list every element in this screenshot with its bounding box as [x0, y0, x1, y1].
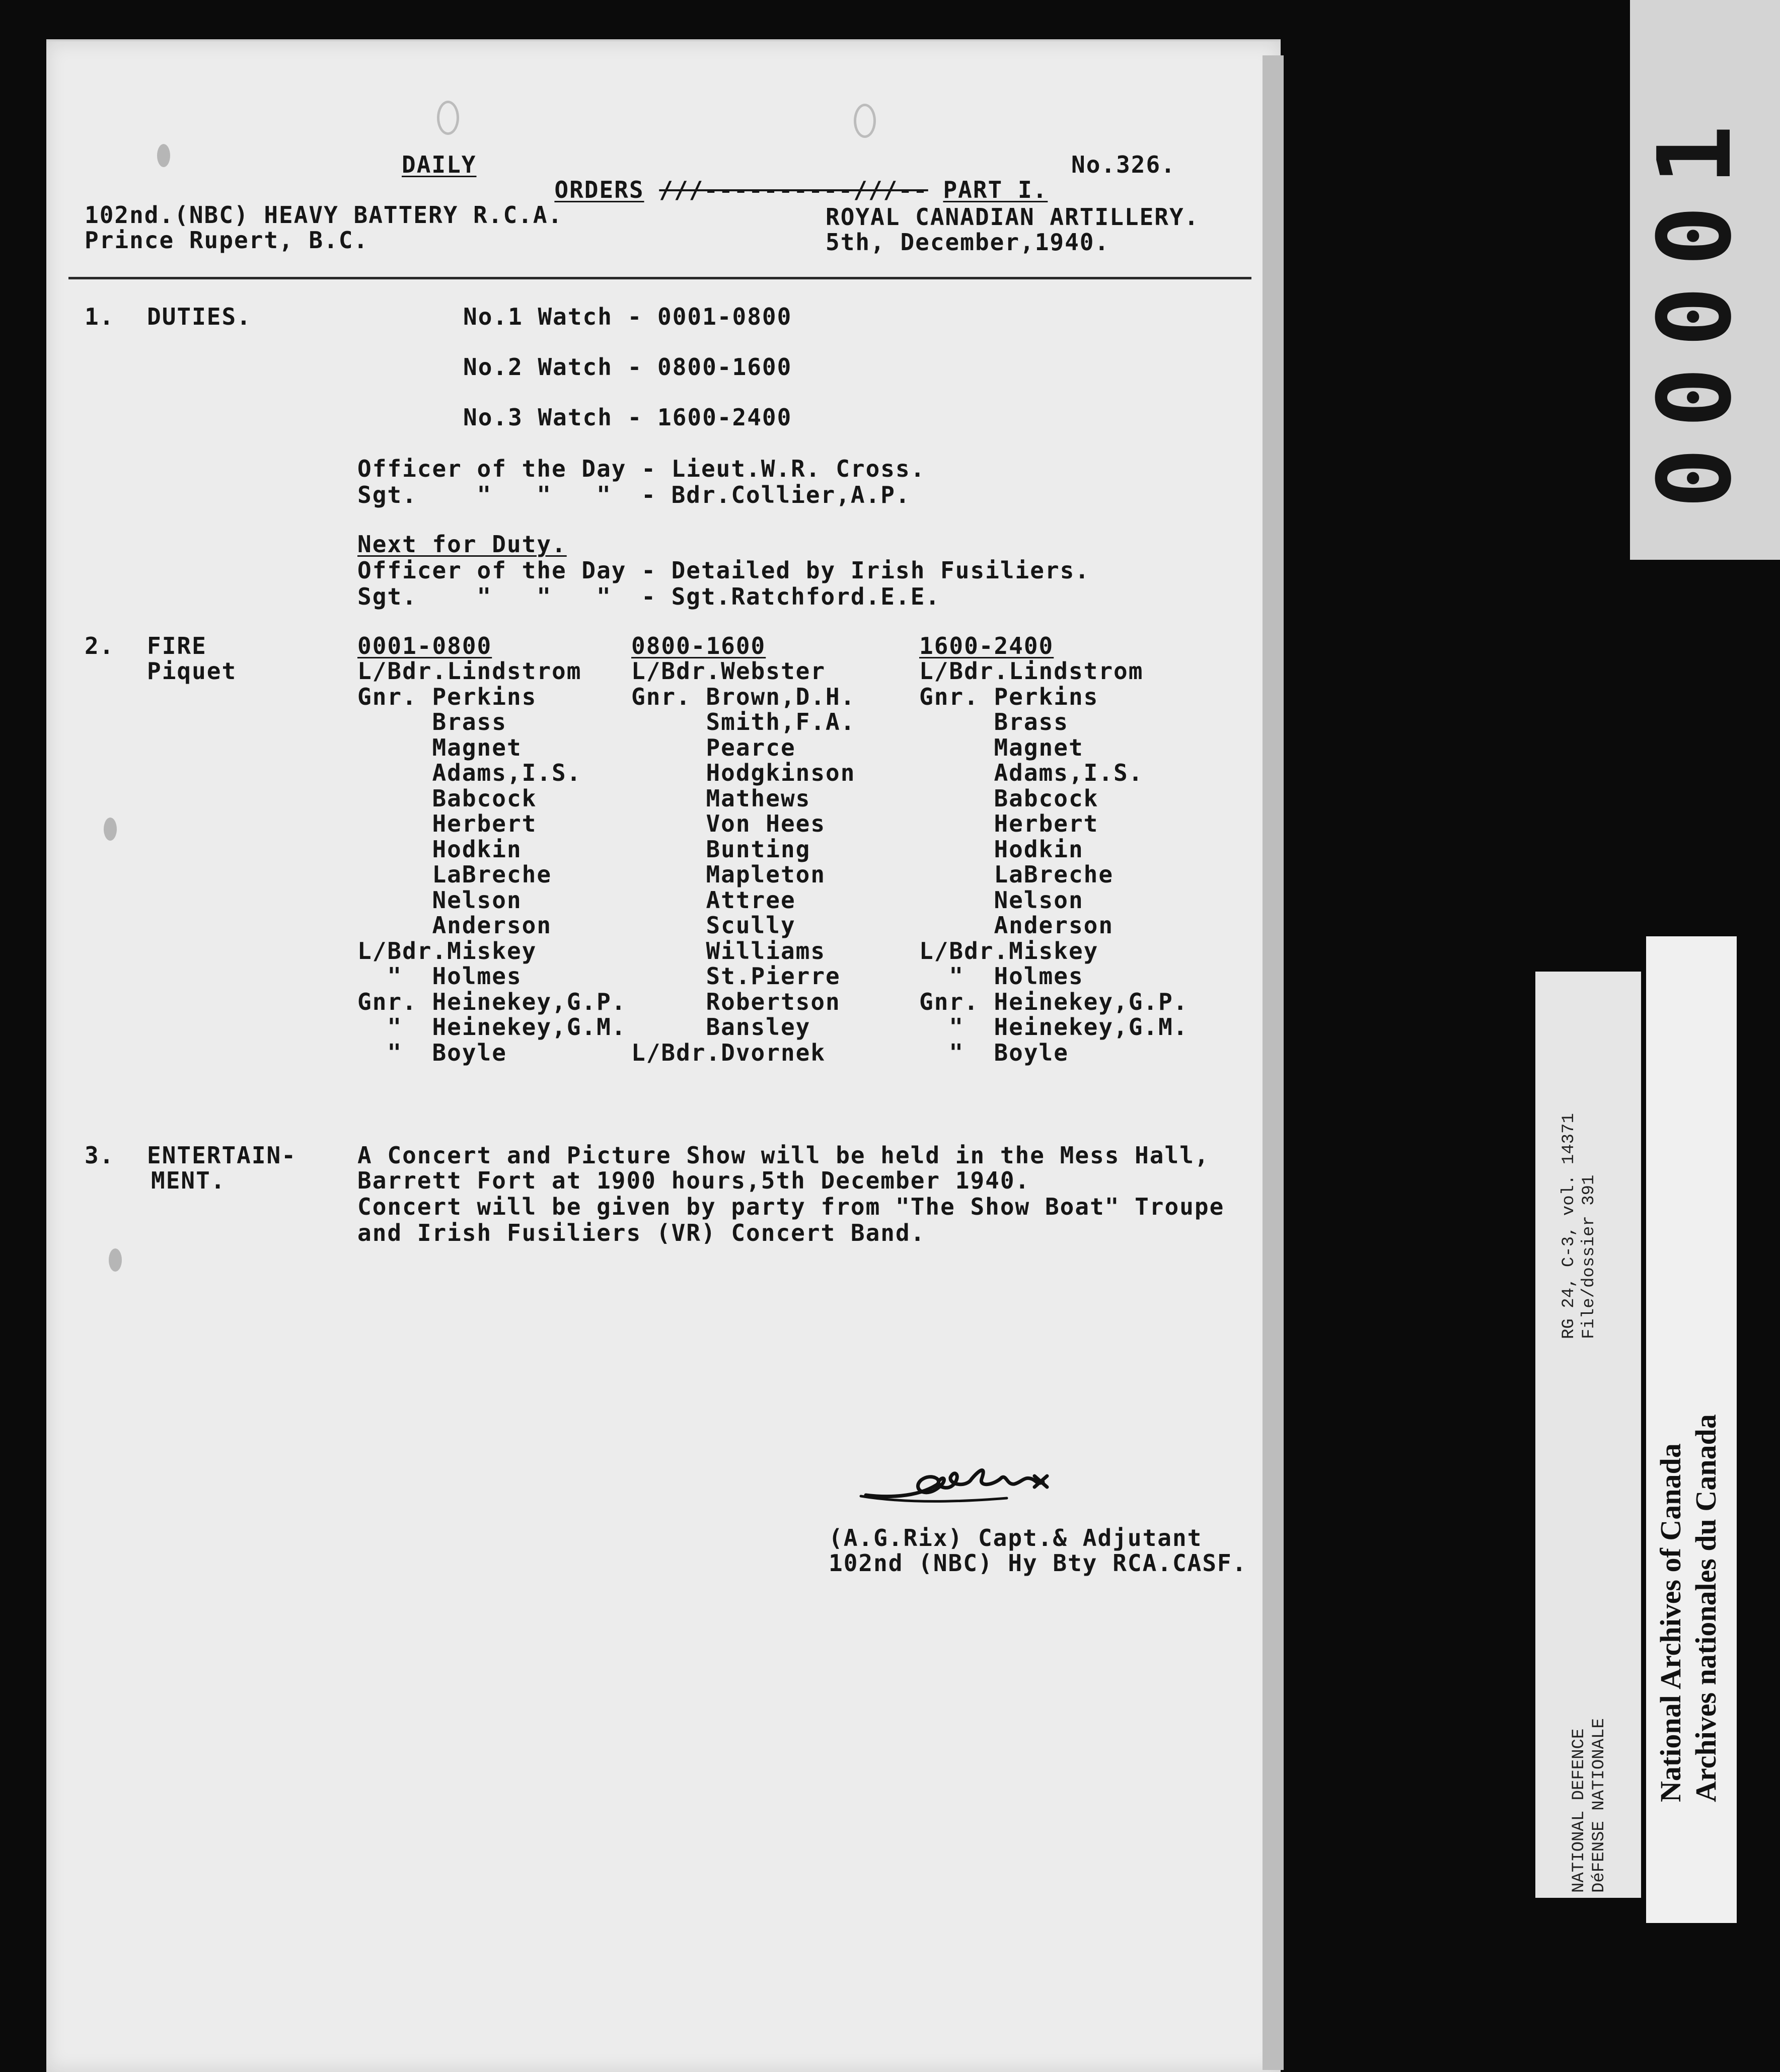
next-officer: Officer of the Day - Detailed by Irish Fusiliers. — [357, 557, 1090, 584]
section-number: 3. — [85, 1142, 115, 1169]
section-number: 2. — [85, 632, 115, 659]
piquet-member: " Holmes — [357, 963, 522, 990]
watch-2: No.2 Watch - 0800-1600 — [463, 353, 792, 381]
piquet-member: L/Bdr.Miskey — [357, 937, 537, 965]
part-label: PART I. — [943, 176, 1048, 203]
piquet-member: Gnr. Heinekey,G.P. — [919, 988, 1189, 1015]
sergeant-of-day: Sgt. " " " - Bdr.Collier,A.P. — [357, 481, 911, 508]
entertainment-line: Barrett Fort at 1900 hours,5th December 1940. — [357, 1167, 1030, 1194]
piquet-member: " Boyle — [357, 1039, 507, 1066]
piquet-member: Gnr. Brown,D.H. — [631, 683, 856, 710]
column-time: 0800-1600 — [631, 632, 766, 659]
column-time: 0001-0800 — [357, 632, 492, 659]
piquet-member: Hodkin — [919, 835, 1084, 863]
piquet-member: Brass — [357, 708, 507, 735]
piquet-member: Nelson — [919, 886, 1084, 914]
archive-reference-line1: RG 24, C-3, vol. 14371 — [1560, 1113, 1579, 1339]
piquet-member: Mapleton — [631, 861, 826, 888]
duties-heading: DUTIES. — [147, 303, 252, 330]
page-edge — [1263, 55, 1284, 2070]
archive-reference-line2: File/dossier 391 — [1580, 1174, 1599, 1339]
piquet-member: Robertson — [631, 988, 841, 1015]
piquet-member: " Boyle — [919, 1039, 1069, 1066]
section-number: 1. — [85, 303, 115, 330]
pin-mark — [104, 818, 117, 841]
next-duty-heading: Next for Duty. — [357, 531, 567, 558]
column-time: 1600-2400 — [919, 632, 1054, 659]
punch-hole — [854, 104, 876, 138]
order-date: 5th, December,1940. — [826, 229, 1110, 256]
piquet-member: Bunting — [631, 835, 811, 863]
piquet-member: Herbert — [357, 810, 537, 837]
officer-of-day: Officer of the Day - Lieut.W.R. Cross. — [357, 455, 926, 482]
orders-strike: ///----------///-- — [659, 176, 928, 203]
piquet-member: Von Hees — [631, 810, 826, 837]
piquet-member: St.Pierre — [631, 963, 841, 990]
unit-name: 102nd.(NBC) HEAVY BATTERY R.C.A. — [85, 201, 563, 229]
entertainment-heading: ENTERTAIN- — [147, 1142, 296, 1169]
signature-unit: 102nd (NBC) Hy Bty RCA.CASF. — [829, 1549, 1247, 1577]
piquet-member: L/Bdr.Webster — [631, 657, 826, 685]
pin-mark — [157, 144, 170, 167]
fire-heading: FIRE — [147, 632, 207, 659]
watch-1: No.1 Watch - 0001-0800 — [463, 303, 792, 330]
header-rule — [68, 277, 1251, 279]
unit-location: Prince Rupert, B.C. — [85, 227, 369, 254]
piquet-member: Adams,I.S. — [919, 759, 1144, 786]
piquet-member: Anderson — [919, 912, 1114, 939]
piquet-member: L/Bdr.Dvornek — [631, 1039, 826, 1066]
corps-name: ROYAL CANADIAN ARTILLERY. — [826, 203, 1200, 231]
piquet-member: Attree — [631, 886, 796, 914]
piquet-member: Anderson — [357, 912, 552, 939]
order-number: No.326. — [1071, 151, 1176, 178]
piquet-member: LaBreche — [919, 861, 1114, 888]
signature-name: (A.G.Rix) Capt.& Adjutant — [829, 1524, 1203, 1551]
piquet-member: " Holmes — [919, 963, 1084, 990]
piquet-member: " Heinekey,G.M. — [919, 1013, 1189, 1041]
piquet-member: LaBreche — [357, 861, 552, 888]
piquet-member: Herbert — [919, 810, 1099, 837]
piquet-member: Gnr. Perkins — [357, 683, 537, 710]
piquet-member: Mathews — [631, 784, 811, 812]
piquet-member: Williams — [631, 937, 826, 965]
entertainment-line: and Irish Fusiliers (VR) Concert Band. — [357, 1219, 926, 1246]
piquet-member: Scully — [631, 912, 796, 939]
pin-mark — [109, 1248, 122, 1272]
orders-label — [525, 152, 1048, 202]
piquet-member: L/Bdr.Lindstrom — [357, 657, 582, 685]
defence-label-line2: DéFENSE NATIONALE — [1590, 1718, 1609, 1893]
entertainment-line: A Concert and Picture Show will be held in the Mess Hall, — [357, 1142, 1210, 1169]
orders-word: ORDERS — [554, 176, 644, 203]
archives-label-french: Archives nationales du Canada — [1689, 1414, 1722, 1802]
piquet-member: Babcock — [357, 784, 537, 812]
piquet-member: Bansley — [631, 1013, 811, 1041]
piquet-member: Gnr. Heinekey,G.P. — [357, 988, 627, 1015]
piquet-member: L/Bdr.Lindstrom — [919, 657, 1144, 685]
handwritten-signature — [856, 1450, 1118, 1520]
piquet-heading: Piquet — [147, 657, 237, 685]
entertainment-heading-cont: MENT. — [151, 1167, 226, 1194]
orders-title: DAILY — [402, 151, 477, 178]
piquet-member: Hodkin — [357, 835, 522, 863]
piquet-member: Gnr. Perkins — [919, 683, 1099, 710]
piquet-member: Magnet — [357, 733, 522, 761]
archives-label-english: National Archives of Canada — [1654, 1443, 1687, 1802]
piquet-member: Magnet — [919, 733, 1084, 761]
piquet-member: Pearce — [631, 733, 796, 761]
defence-label-line1: NATIONAL DEFENCE — [1570, 1728, 1589, 1893]
piquet-member: Adams,I.S. — [357, 759, 582, 786]
frame-number: 00001 — [1637, 104, 1754, 508]
piquet-member: Brass — [919, 708, 1069, 735]
piquet-member: L/Bdr.Miskey — [919, 937, 1099, 965]
next-sergeant: Sgt. " " " - Sgt.Ratchford.E.E. — [357, 583, 941, 610]
piquet-member: Nelson — [357, 886, 522, 914]
piquet-member: " Heinekey,G.M. — [357, 1013, 627, 1041]
punch-hole — [437, 101, 459, 135]
watch-3: No.3 Watch - 1600-2400 — [463, 404, 792, 431]
piquet-member: Smith,F.A. — [631, 708, 856, 735]
entertainment-line: Concert will be given by party from "The Show Boat" Troupe — [357, 1193, 1225, 1220]
piquet-member: Babcock — [919, 784, 1099, 812]
piquet-member: Hodgkinson — [631, 759, 856, 786]
